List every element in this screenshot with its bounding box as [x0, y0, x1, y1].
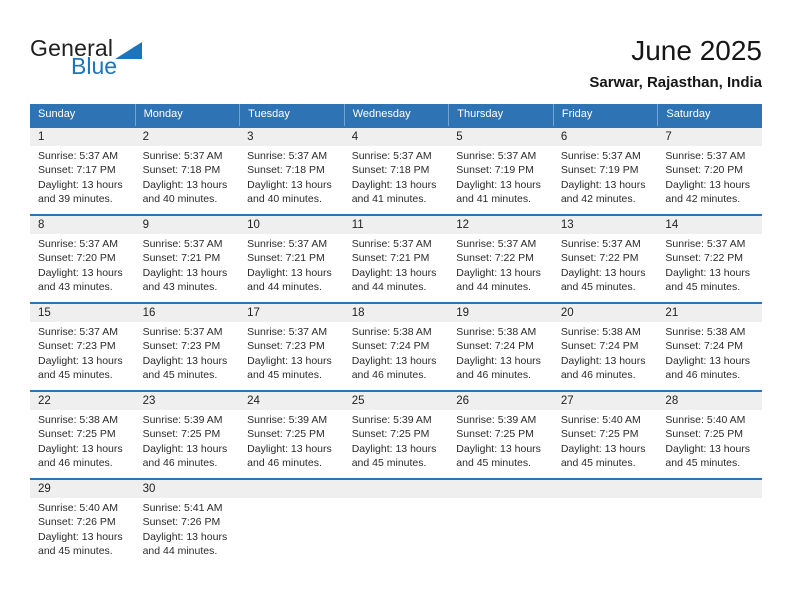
- day-details: [553, 146, 658, 206]
- day-number: 22: [30, 392, 135, 410]
- day-details: [344, 146, 449, 206]
- day-number: 18: [344, 304, 449, 322]
- detail-line: and 45 minutes.: [560, 456, 636, 469]
- detail-line: and 43 minutes.: [38, 280, 113, 293]
- detail-line: Sunset: 7:18 PM: [142, 164, 221, 177]
- day-details: [448, 498, 553, 501]
- detail-line: and 46 minutes.: [38, 456, 113, 469]
- detail-line: and 46 minutes.: [351, 368, 427, 381]
- weekday-header: Saturday: [657, 104, 762, 126]
- day-number: 24: [239, 392, 344, 410]
- detail-line: Daylight: 13 hours: [351, 178, 437, 191]
- day-number: [553, 480, 658, 498]
- detail-line: Sunset: 7:25 PM: [560, 428, 639, 441]
- detail-line: Sunset: 7:25 PM: [665, 428, 744, 441]
- day-number: 17: [239, 304, 344, 322]
- day-details: [657, 498, 762, 501]
- detail-line: Sunset: 7:22 PM: [665, 252, 744, 265]
- empty-day-cell: [553, 480, 658, 566]
- detail-line: Daylight: 13 hours: [456, 354, 541, 367]
- detail-line: Sunset: 7:20 PM: [38, 252, 116, 265]
- detail-line: Sunset: 7:24 PM: [456, 340, 534, 353]
- day-number: 25: [344, 392, 449, 410]
- detail-line: Sunrise: 5:40 AM: [665, 414, 746, 426]
- day-number: 3: [239, 128, 344, 146]
- day-cell: [657, 128, 762, 214]
- detail-line: Daylight: 13 hours: [456, 442, 541, 455]
- day-details: [239, 322, 344, 382]
- day-cell: [657, 304, 762, 390]
- detail-line: Daylight: 13 hours: [38, 354, 123, 367]
- detail-line: Daylight: 13 hours: [456, 266, 541, 279]
- detail-line: Daylight: 13 hours: [560, 442, 646, 455]
- day-details: [448, 410, 553, 470]
- weekday-header: Monday: [135, 104, 240, 126]
- page-title: June 2025: [631, 35, 762, 66]
- day-details: [657, 322, 762, 382]
- day-details: [30, 146, 135, 206]
- day-details: [448, 234, 553, 294]
- detail-line: and 45 minutes.: [665, 456, 741, 469]
- detail-line: and 45 minutes.: [560, 280, 636, 293]
- detail-line: Sunrise: 5:37 AM: [142, 150, 223, 162]
- day-cell: [30, 216, 135, 302]
- detail-line: and 44 minutes.: [142, 544, 218, 557]
- detail-line: Sunset: 7:24 PM: [665, 340, 744, 353]
- detail-line: Sunset: 7:23 PM: [247, 340, 325, 353]
- day-details: [344, 234, 449, 294]
- weekday-header: Wednesday: [344, 104, 449, 126]
- logo-text-blue: Blue: [71, 53, 118, 79]
- detail-line: Sunrise: 5:38 AM: [560, 326, 641, 338]
- detail-line: Sunrise: 5:38 AM: [351, 326, 432, 338]
- day-details: [553, 498, 658, 501]
- detail-line: Sunset: 7:26 PM: [38, 516, 116, 529]
- day-cell: [553, 304, 658, 390]
- detail-line: Daylight: 13 hours: [665, 442, 751, 455]
- detail-line: Daylight: 13 hours: [142, 442, 228, 455]
- day-cell: [239, 304, 344, 390]
- detail-line: and 46 minutes.: [560, 368, 636, 381]
- detail-line: Daylight: 13 hours: [142, 178, 228, 191]
- day-cell: [135, 304, 240, 390]
- day-number: 5: [448, 128, 553, 146]
- day-details: [135, 322, 240, 382]
- detail-line: Sunrise: 5:37 AM: [38, 238, 118, 250]
- detail-line: and 44 minutes.: [351, 280, 427, 293]
- detail-line: Sunset: 7:25 PM: [142, 428, 221, 441]
- day-number: 28: [657, 392, 762, 410]
- detail-line: Daylight: 13 hours: [247, 442, 332, 455]
- detail-line: Sunrise: 5:37 AM: [456, 238, 537, 250]
- detail-line: Sunrise: 5:37 AM: [247, 238, 328, 250]
- detail-line: Daylight: 13 hours: [247, 354, 332, 367]
- detail-line: and 42 minutes.: [665, 192, 741, 205]
- detail-line: Sunrise: 5:37 AM: [38, 150, 118, 162]
- day-details: [239, 146, 344, 206]
- day-cell: [448, 216, 553, 302]
- day-details: [553, 322, 658, 382]
- detail-line: Daylight: 13 hours: [38, 178, 123, 191]
- detail-line: Sunrise: 5:37 AM: [560, 150, 641, 162]
- detail-line: Daylight: 13 hours: [456, 178, 541, 191]
- day-details: [135, 234, 240, 294]
- day-cell: [239, 216, 344, 302]
- detail-line: Sunrise: 5:39 AM: [142, 414, 223, 426]
- detail-line: Sunrise: 5:37 AM: [351, 150, 432, 162]
- detail-line: and 46 minutes.: [665, 368, 741, 381]
- day-number: 29: [30, 480, 135, 498]
- detail-line: Sunset: 7:25 PM: [247, 428, 325, 441]
- detail-line: Sunset: 7:25 PM: [351, 428, 430, 441]
- day-number: [657, 480, 762, 498]
- detail-line: Sunset: 7:19 PM: [456, 164, 534, 177]
- detail-line: Sunset: 7:23 PM: [38, 340, 116, 353]
- day-details: [344, 322, 449, 382]
- day-cell: [448, 128, 553, 214]
- day-number: 10: [239, 216, 344, 234]
- detail-line: Daylight: 13 hours: [247, 178, 332, 191]
- detail-line: Sunrise: 5:39 AM: [247, 414, 328, 426]
- detail-line: Sunset: 7:25 PM: [38, 428, 116, 441]
- detail-line: and 46 minutes.: [142, 456, 218, 469]
- detail-line: Sunset: 7:20 PM: [665, 164, 744, 177]
- day-details: [657, 410, 762, 470]
- detail-line: Daylight: 13 hours: [560, 266, 646, 279]
- detail-line: Sunset: 7:21 PM: [351, 252, 430, 265]
- detail-line: and 45 minutes.: [665, 280, 741, 293]
- day-details: [135, 410, 240, 470]
- weekday-header: Tuesday: [239, 104, 344, 126]
- detail-line: Daylight: 13 hours: [560, 354, 646, 367]
- day-cell: [448, 392, 553, 478]
- detail-line: and 41 minutes.: [456, 192, 531, 205]
- empty-day-cell: [344, 480, 449, 566]
- detail-line: Sunset: 7:26 PM: [142, 516, 221, 529]
- day-details: [448, 322, 553, 382]
- day-number: 7: [657, 128, 762, 146]
- day-cell: [553, 392, 658, 478]
- detail-line: Daylight: 13 hours: [142, 266, 228, 279]
- detail-line: and 45 minutes.: [38, 368, 113, 381]
- day-details: [344, 498, 449, 501]
- day-number: 19: [448, 304, 553, 322]
- day-cell: [239, 128, 344, 214]
- detail-line: Sunrise: 5:40 AM: [560, 414, 641, 426]
- day-details: [30, 322, 135, 382]
- detail-line: and 39 minutes.: [38, 192, 113, 205]
- day-cell: [344, 128, 449, 214]
- day-cell: [135, 128, 240, 214]
- logo-triangle-icon: [115, 42, 142, 59]
- week-row: [30, 214, 762, 302]
- week-row: [30, 478, 762, 566]
- day-number: 1: [30, 128, 135, 146]
- detail-line: Daylight: 13 hours: [247, 266, 332, 279]
- day-cell: [239, 392, 344, 478]
- detail-line: Sunrise: 5:39 AM: [456, 414, 537, 426]
- day-cell: [30, 304, 135, 390]
- detail-line: and 46 minutes.: [456, 368, 531, 381]
- detail-line: Daylight: 13 hours: [665, 266, 751, 279]
- week-row: [30, 390, 762, 478]
- detail-line: Daylight: 13 hours: [142, 354, 228, 367]
- detail-line: Sunset: 7:22 PM: [560, 252, 639, 265]
- weekday-header: Sunday: [38, 108, 76, 120]
- day-details: [30, 234, 135, 294]
- detail-line: Sunrise: 5:37 AM: [560, 238, 641, 250]
- day-details: [239, 234, 344, 294]
- detail-line: Daylight: 13 hours: [38, 530, 123, 543]
- detail-line: Sunrise: 5:38 AM: [665, 326, 746, 338]
- day-number: 8: [30, 216, 135, 234]
- detail-line: Sunrise: 5:38 AM: [38, 414, 118, 426]
- day-number: [448, 480, 553, 498]
- detail-line: Sunrise: 5:39 AM: [351, 414, 432, 426]
- general-blue-logo: [30, 37, 160, 78]
- day-number: 4: [344, 128, 449, 146]
- day-cell: [30, 128, 135, 214]
- day-number: 13: [553, 216, 658, 234]
- day-details: [30, 410, 135, 470]
- detail-line: Daylight: 13 hours: [351, 266, 437, 279]
- day-details: [239, 498, 344, 501]
- detail-line: Sunrise: 5:38 AM: [456, 326, 537, 338]
- day-cell: [135, 480, 240, 566]
- day-number: 23: [135, 392, 240, 410]
- week-row: [30, 126, 762, 214]
- day-number: 12: [448, 216, 553, 234]
- logo-text-general: General: [30, 35, 114, 61]
- detail-line: and 43 minutes.: [142, 280, 218, 293]
- day-cell: [553, 216, 658, 302]
- detail-line: and 45 minutes.: [38, 544, 113, 557]
- day-cell: [344, 392, 449, 478]
- detail-line: Daylight: 13 hours: [665, 178, 751, 191]
- empty-day-cell: [239, 480, 344, 566]
- day-cell: [657, 392, 762, 478]
- detail-line: Sunset: 7:17 PM: [38, 164, 116, 177]
- day-cell: [135, 392, 240, 478]
- detail-line: Sunrise: 5:37 AM: [247, 326, 328, 338]
- detail-line: Sunset: 7:25 PM: [456, 428, 534, 441]
- detail-line: Sunrise: 5:37 AM: [665, 238, 746, 250]
- day-cell: [344, 304, 449, 390]
- calendar: [30, 104, 762, 566]
- detail-line: and 45 minutes.: [351, 456, 427, 469]
- detail-line: Sunrise: 5:37 AM: [142, 326, 223, 338]
- detail-line: Sunset: 7:23 PM: [142, 340, 221, 353]
- day-details: [657, 234, 762, 294]
- week-row: [30, 302, 762, 390]
- detail-line: Sunset: 7:18 PM: [247, 164, 325, 177]
- detail-line: and 44 minutes.: [456, 280, 531, 293]
- day-number: 27: [553, 392, 658, 410]
- detail-line: Sunrise: 5:37 AM: [456, 150, 537, 162]
- detail-line: Sunrise: 5:40 AM: [38, 502, 118, 514]
- weekday-header-row: [30, 104, 762, 126]
- detail-line: and 45 minutes.: [456, 456, 531, 469]
- day-number: 14: [657, 216, 762, 234]
- detail-line: Daylight: 13 hours: [38, 266, 123, 279]
- day-cell: [657, 216, 762, 302]
- day-details: [135, 498, 240, 558]
- day-number: 9: [135, 216, 240, 234]
- day-number: 2: [135, 128, 240, 146]
- day-number: 11: [344, 216, 449, 234]
- detail-line: and 45 minutes.: [142, 368, 218, 381]
- detail-line: Daylight: 13 hours: [142, 530, 228, 543]
- detail-line: Daylight: 13 hours: [560, 178, 646, 191]
- day-cell: [344, 216, 449, 302]
- detail-line: and 46 minutes.: [247, 456, 322, 469]
- day-number: 16: [135, 304, 240, 322]
- day-number: 21: [657, 304, 762, 322]
- detail-line: and 42 minutes.: [560, 192, 636, 205]
- weekday-header: Thursday: [448, 104, 553, 126]
- detail-line: Sunset: 7:24 PM: [560, 340, 639, 353]
- title-block: [589, 36, 762, 91]
- detail-line: Daylight: 13 hours: [665, 354, 751, 367]
- day-details: [239, 410, 344, 470]
- day-number: 6: [553, 128, 658, 146]
- detail-line: Sunrise: 5:37 AM: [351, 238, 432, 250]
- detail-line: Daylight: 13 hours: [351, 442, 437, 455]
- empty-day-cell: [448, 480, 553, 566]
- empty-day-cell: [657, 480, 762, 566]
- detail-line: Sunrise: 5:37 AM: [142, 238, 223, 250]
- day-cell: [30, 392, 135, 478]
- detail-line: Sunrise: 5:37 AM: [247, 150, 328, 162]
- detail-line: Sunrise: 5:41 AM: [142, 502, 223, 514]
- detail-line: Sunset: 7:24 PM: [351, 340, 430, 353]
- day-number: [239, 480, 344, 498]
- day-details: [553, 410, 658, 470]
- day-details: [344, 410, 449, 470]
- detail-line: Sunset: 7:22 PM: [456, 252, 534, 265]
- detail-line: and 40 minutes.: [247, 192, 322, 205]
- day-details: [30, 498, 135, 558]
- day-cell: [30, 480, 135, 566]
- day-number: 20: [553, 304, 658, 322]
- detail-line: and 44 minutes.: [247, 280, 322, 293]
- detail-line: Sunset: 7:19 PM: [560, 164, 639, 177]
- detail-line: Sunset: 7:21 PM: [142, 252, 221, 265]
- detail-line: and 45 minutes.: [247, 368, 322, 381]
- detail-line: Daylight: 13 hours: [351, 354, 437, 367]
- weekday-header: Friday: [553, 104, 658, 126]
- detail-line: and 41 minutes.: [351, 192, 427, 205]
- day-number: 26: [448, 392, 553, 410]
- day-number: [344, 480, 449, 498]
- day-number: 30: [135, 480, 240, 498]
- day-details: [448, 146, 553, 206]
- detail-line: Sunset: 7:21 PM: [247, 252, 325, 265]
- detail-line: Daylight: 13 hours: [38, 442, 123, 455]
- day-details: [657, 146, 762, 206]
- day-number: 15: [30, 304, 135, 322]
- day-details: [135, 146, 240, 206]
- day-details: [553, 234, 658, 294]
- detail-line: and 40 minutes.: [142, 192, 218, 205]
- page-subtitle: Sarwar, Rajasthan, India: [589, 73, 762, 91]
- day-cell: [553, 128, 658, 214]
- day-cell: [135, 216, 240, 302]
- detail-line: Sunrise: 5:37 AM: [665, 150, 746, 162]
- detail-line: Sunrise: 5:37 AM: [38, 326, 118, 338]
- detail-line: Sunset: 7:18 PM: [351, 164, 430, 177]
- day-cell: [448, 304, 553, 390]
